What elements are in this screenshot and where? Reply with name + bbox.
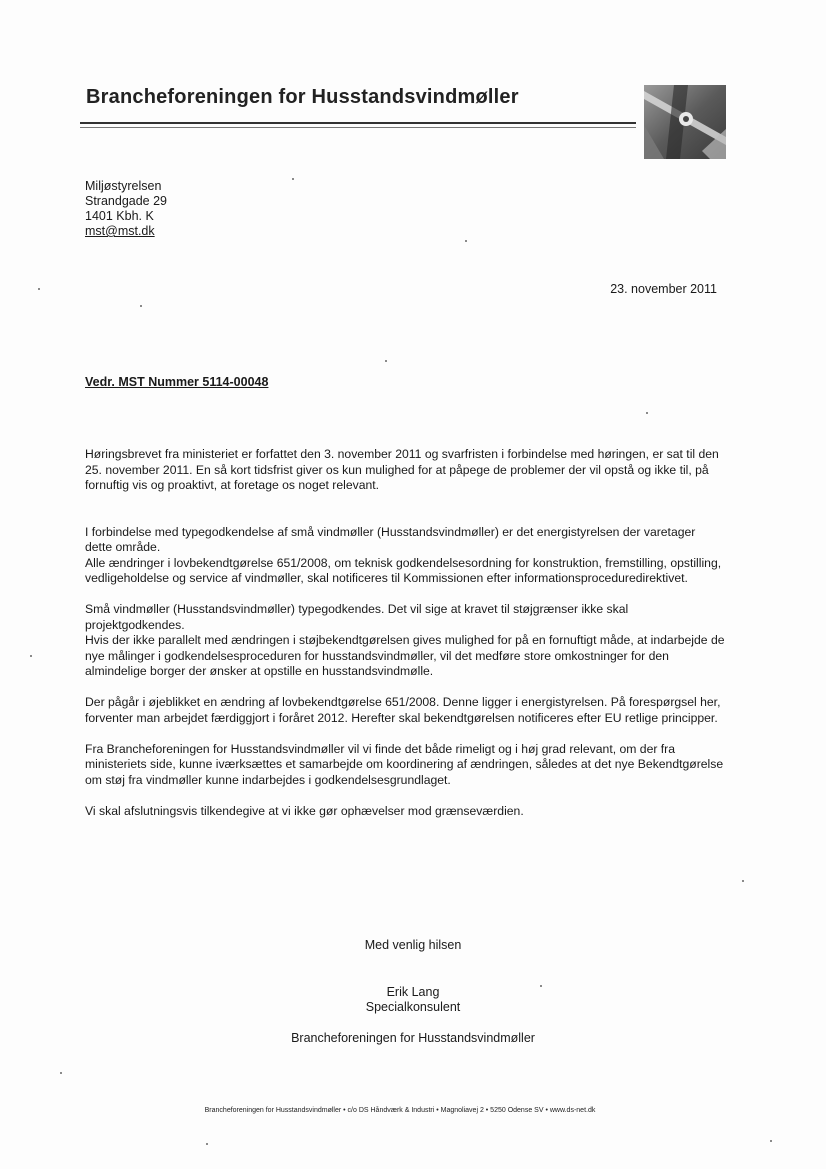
- signoff-name: Erik Lang: [386, 985, 440, 999]
- signoff-greeting: Med venlig hilsen: [364, 938, 462, 952]
- scan-speck: [385, 360, 387, 362]
- scan-speck: [465, 240, 467, 242]
- header-rule-thin: [80, 127, 636, 128]
- paragraph-7: Fra Brancheforeningen for Husstandsvindmøller vil vi finde det både rimeligt og i høj grad relevant, om der fra ministeriets side, kunne iværksættes et samarbejde om koordinering af ændringen, således at det nye Bekendtgørelse om støj fra vindmøller kunne indarbejdes i godkendelsesgrundlaget.: [85, 741, 724, 787]
- paragraph-2: I forbindelse med typegodkendelse af små vindmøller (Husstandsvindmøller) er det energistyrelsen der varetager dette område.: [85, 524, 696, 554]
- letter-date: 23. november 2011: [610, 282, 717, 296]
- paragraph-3: Alle ændringer i lovbekendtgørelse 651/2008, om teknisk godkendelsesordning for konstruktion, fremstilling, opstilling, vedligeholdelse og service af vindmøller, skal notificeres til Kommissionen efter informationsproceduredirektivet.: [85, 555, 722, 585]
- scan-speck: [38, 288, 40, 290]
- paragraph-6: Der pågår i øjeblikket en ændring af lovbekendtgørelse 651/2008. Denne ligger i energistyrelsen. På forespørgsel her, forventer man arbejdet færdiggjort i foråret 2012. Herefter skal bekendtgørelsen notificeres efter EU retlige principper.: [85, 695, 721, 725]
- scan-speck: [60, 1072, 62, 1074]
- paragraph-1: Høringsbrevet fra ministeriet er forfattet den 3. november 2011 og svarfristen i forbindelse med høringen, er sat til den 25. november 2011. En så kort tidsfrist giver os kun mulighed for at påpege de problemer der vil opstå og ikke til, på fornuftig vis og proaktivt, at foretage os noget relevant.: [85, 447, 719, 492]
- recipient-street: Strandgade 29: [85, 194, 168, 208]
- recipient-email-link[interactable]: mst@mst.dk: [85, 224, 155, 238]
- signoff-role: Specialkonsulent: [365, 1000, 461, 1014]
- paragraph-4: Små vindmøller (Husstandsvindmøller) typegodkendes. Det vil sige at kravet til støjgrænser ikke skal projektgodkendes.: [85, 602, 629, 632]
- scan-speck: [646, 412, 648, 414]
- recipient-city: 1401 Kbh. K: [85, 209, 154, 223]
- paragraph-5: Hvis der ikke parallelt med ændringen i støjbekendtgørelsen gives mulighed for på en fornuftigt måde, at indarbejde de nye målinger i godkendelsesproceduren for husstandsvindmøller, vil det medføre store omkostninger for den almindelige borger der ønsker at opstille en husstandsvindmølle.: [85, 633, 725, 678]
- header-rule: [80, 122, 636, 124]
- org-title: Brancheforeningen for Husstandsvindmøller: [86, 86, 519, 108]
- signoff-org: Brancheforeningen for Husstandsvindmøller: [291, 1031, 535, 1045]
- recipient-address: [85, 179, 167, 239]
- page-footer: Brancheforeningen for Husstandsvindmøller • c/o DS Håndværk & Industri • Magnoliavej 2 • 5250 Odense SV • www.ds-net.dk: [204, 1107, 596, 1114]
- letter-subject: Vedr. MST Nummer 5114-00048: [85, 375, 269, 389]
- scan-speck: [140, 305, 142, 307]
- scan-speck: [206, 1143, 208, 1145]
- scan-speck: [30, 655, 32, 657]
- scan-speck: [770, 1140, 772, 1142]
- recipient-name: Miljøstyrelsen: [85, 179, 162, 193]
- scan-speck: [742, 880, 744, 882]
- scan-speck: [540, 985, 542, 987]
- paragraph-8: Vi skal afslutningsvis tilkendegive at vi ikke gør ophævelser mod grænseværdien.: [85, 803, 524, 818]
- letter-body: [85, 447, 725, 819]
- wind-turbine-logo-icon: [644, 85, 726, 159]
- scan-speck: [292, 178, 294, 180]
